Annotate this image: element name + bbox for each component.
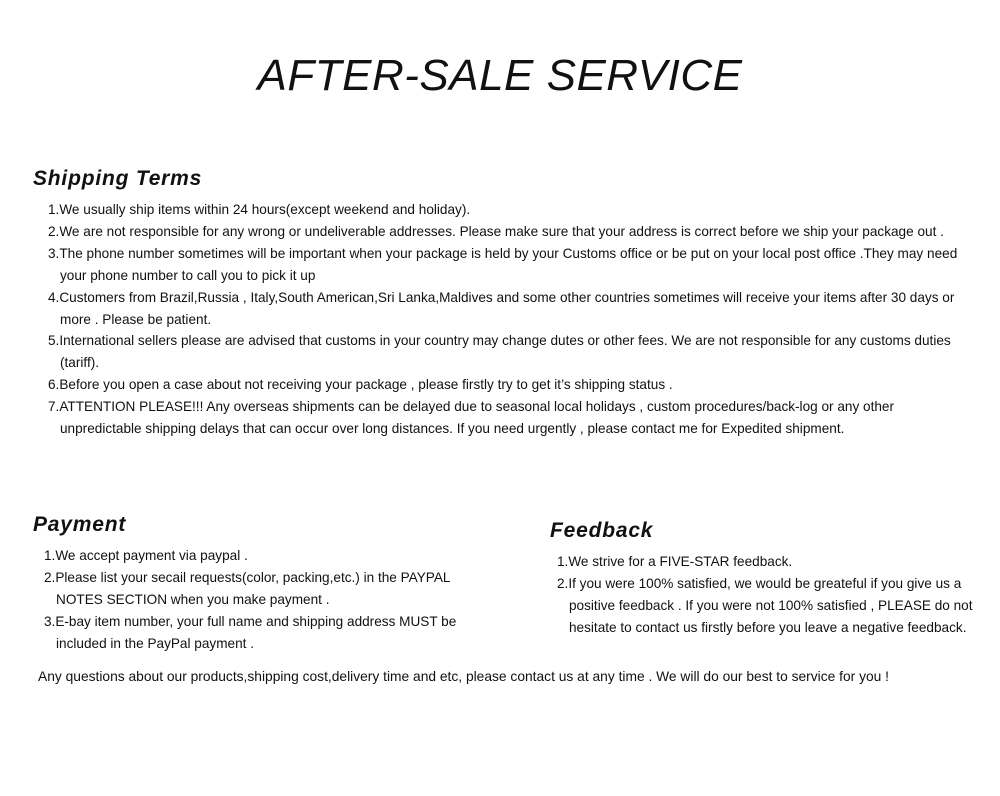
payment-heading: Payment <box>33 513 127 536</box>
contact-note: Any questions about our products,shipping cost,delivery time and etc, please contact us at any time . We will do our best to service for you ! <box>38 669 889 684</box>
feedback-heading: Feedback <box>550 519 654 542</box>
shipping-terms-heading: Shipping Terms <box>33 167 203 190</box>
payment-item: 3.E-bay item number, your full name and shipping address MUST be included in the PayPal payment . <box>44 613 457 651</box>
shipping-term-item: 5.International sellers please are advised that customs in your country may change dutes or other fees. We are not responsible for any customs duties (tariff). <box>48 333 951 371</box>
shipping-term-item: 7.ATTENTION PLEASE!!! Any overseas shipments can be delayed due to seasonal local holidays , custom procedures/back-log or any other unpredictable shipping delays that can occur over long distances. If you need urgently , please contact me for Expedited shipment. <box>48 399 895 437</box>
shipping-term-item: 3.The phone number sometimes will be important when your package is held by your Customs office or be put on your local post office .They may need your phone number to call you to pick it up <box>48 245 958 283</box>
shipping-term-item: 6.Before you open a case about not receiving your package , please firstly try to get it’s shipping status . <box>48 377 673 393</box>
payment-item: 1.We accept payment via paypal . <box>44 548 248 563</box>
feedback-list <box>557 551 989 639</box>
feedback-item: 2.If you were 100% satisfied, we would be greateful if you give us a positive feedback . If you were not 100% satisfied , PLEASE do not hesitate to contact us firstly before you leave a negative feedback. <box>557 575 973 635</box>
payment-list <box>44 545 476 655</box>
shipping-term-item: 1.We usually ship items within 24 hours(except weekend and holiday). <box>48 202 471 217</box>
page-title: AFTER-SALE SERVICE <box>257 51 743 100</box>
shipping-term-item: 4.Customers from Brazil,Russia , Italy,South American,Sri Lanka,Maldives and some other countries sometimes will receive your items after 30 days or more . Please be patient. <box>48 289 955 327</box>
shipping-terms-list <box>48 199 968 440</box>
feedback-item: 1.We strive for a FIVE-STAR feedback. <box>557 554 793 569</box>
shipping-term-item: 2.We are not responsible for any wrong or undeliverable addresses. Please make sure that your address is correct before we ship your package out . <box>48 223 944 239</box>
payment-item: 2.Please list your secail requests(color, packing,etc.) in the PAYPAL NOTES SECTION when you make payment . <box>44 569 450 607</box>
